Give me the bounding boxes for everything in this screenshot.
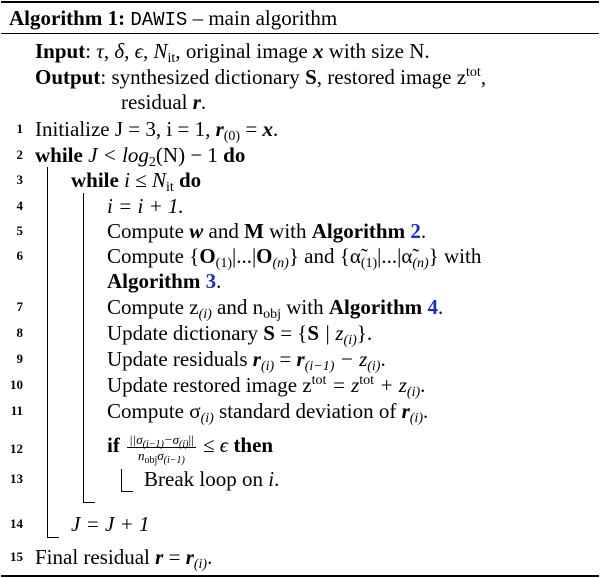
line-number: 1 bbox=[16, 121, 23, 136]
line-6-cont: Algorithm 3. bbox=[107, 269, 222, 293]
line-number: 6 bbox=[16, 248, 23, 263]
line-13: Break loop on i. bbox=[144, 467, 280, 491]
while-outer-block-end bbox=[47, 537, 59, 538]
line-number: 10 bbox=[10, 377, 23, 392]
line-number: 15 bbox=[10, 549, 23, 564]
line-2: while $J < \log_2(N) - 1$ do bbox=[35, 143, 246, 170]
line-4: i = i + 1. bbox=[107, 194, 184, 218]
line-11: Compute $\sigma_{(i)}$ standard deviation of $r_{(i)}$. bbox=[107, 399, 429, 426]
line-number: 12 bbox=[10, 441, 23, 456]
line-6: Compute $\{O_{(1)}|...|O_{(n)}\}$ and $\{\alphã_{(1)}|...|\alphã_{(n)}\}$ with bbox=[107, 244, 482, 271]
line-10: Update restored image $z^{tot} = z^{tot} + z_{(i)}$. bbox=[107, 373, 426, 400]
line-number: 13 bbox=[10, 471, 23, 486]
algorithm-label: Algorithm 1: bbox=[9, 6, 126, 30]
if-block-end bbox=[121, 491, 133, 492]
line-3: while $i \le N_{it}$ do bbox=[71, 168, 202, 195]
input-line: Input: τ, δ, ϵ, $N_{it}$, original image x with size N. bbox=[35, 39, 430, 66]
line-1: Initialize J = 3, i = 1, $r_{(0)} = x$. bbox=[35, 117, 279, 144]
algorithm-caption bbox=[9, 6, 337, 32]
line-number: 8 bbox=[16, 325, 23, 340]
line-number: 11 bbox=[10, 403, 23, 418]
while-inner-block-end bbox=[83, 502, 95, 503]
line-7: Compute $z_{(i)}$ and $n_{obj}$ with Algorithm 4. bbox=[107, 295, 444, 322]
line-14: J = J + 1 bbox=[71, 512, 150, 536]
line-number: 14 bbox=[10, 516, 23, 531]
line-number: 3 bbox=[16, 172, 23, 187]
line-number: 9 bbox=[16, 351, 23, 366]
algorithm-title: – main algorithm bbox=[192, 6, 338, 30]
line-8: Update dictionary S = {S | $z_{(i)}$}. bbox=[107, 321, 373, 348]
while-inner-block-bar bbox=[83, 193, 84, 502]
bottom-rule bbox=[1, 575, 599, 577]
algorithm-name: DAWIS bbox=[130, 9, 188, 31]
if-block-bar bbox=[121, 469, 122, 491]
fraction: $\frac{||\sigma_{(i-1)}-\sigma_{(i)}||}{n_{obj}\sigma_{(i-1)}}$ bbox=[129, 431, 194, 466]
line-number: 2 bbox=[16, 147, 23, 162]
line-9: Update residuals $r_{(i)} = r_{(i-1)} - z_{(i)}$. bbox=[107, 347, 386, 374]
output-line: Output: synthesized dictionary S, restored image $z^{tot}$, bbox=[35, 65, 487, 89]
line-5: Compute w and M with Algorithm 2. bbox=[107, 219, 427, 243]
while-outer-block-bar bbox=[47, 167, 48, 537]
top-rule bbox=[1, 1, 599, 3]
algorithm-ref-link[interactable]: 3 bbox=[205, 269, 217, 293]
line-15: Final residual $r = r_{(i)}$. bbox=[35, 545, 213, 572]
header-rule bbox=[1, 33, 599, 34]
line-number: 7 bbox=[16, 299, 23, 314]
line-12: if $\frac{||\sigma_{(i-1)}-\sigma_{(i)}||}{n_{obj}\sigma_{(i-1)}}$ ≤ ϵ then bbox=[107, 431, 274, 466]
algorithm-ref-link[interactable]: 2 bbox=[410, 219, 421, 243]
line-number: 5 bbox=[16, 223, 23, 238]
algorithm-box bbox=[1, 1, 599, 577]
output-line-2: residual r. bbox=[121, 90, 207, 114]
line-number: 4 bbox=[16, 198, 23, 213]
algorithm-ref-link[interactable]: 4 bbox=[427, 295, 438, 319]
